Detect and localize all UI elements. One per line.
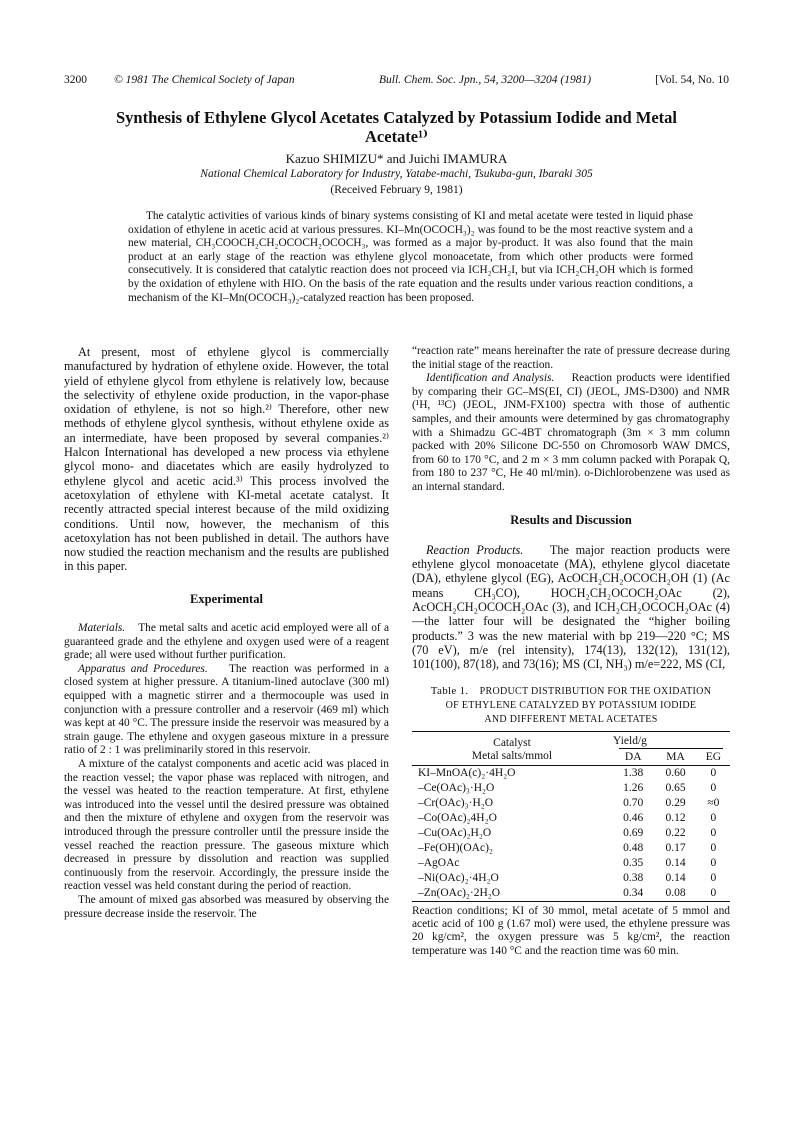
ma-header: MA xyxy=(654,750,696,766)
ma-cell: 0.60 xyxy=(654,765,696,781)
running-header xyxy=(64,74,729,90)
procedure-paragraph: A mixture of the catalyst components and acetic acid was placed in the reaction vessel; the vapor phase was replaced with nitrogen, and the vessel was heated to the reaction temperature. At first, ethylene was introduced into the vessel until the desired pressure was obtained and then the mixture of ethylene and oxygen from the reservoir was introduced through the pressure controller until the pressure inside the vessel reached the reaction pressure. The gaseous mixture which decreased in pressure by dissolution and reaction was supplied continuously from the reservoir. Accordingly, the pressure inside the reaction vessel was held constant during the period of reaction. xyxy=(64,757,389,893)
right-column xyxy=(412,345,730,958)
products-text: The major reaction products were ethylene glycol monoacetate (MA), ethylene glycol diacetate (DA), ethylene glycol (EG), AcOCH₂CH₂OCOCH₂OH (1) (Ac means CH₃CO), HOCH₂CH₂OCOCH₂OAc (2), AcOCH₂CH₂OCOCH₂OAc (3), and ICH₂CH₂OCOCH₂OAc (4)—the latter four will be designated the “higher boiling products.” 3 was the new material with bp 219—220 °C; MS (70 eV), m/e (rel intensity), 174(13), 132(12), 131(12), 101(100), 87(18), and 73(16); MS (CI, NH₃) m/e=222, MS (CI, xyxy=(412,542,730,672)
apparatus-paragraph xyxy=(64,663,389,758)
materials-paragraph xyxy=(64,622,389,663)
eg-cell: 0 xyxy=(710,826,717,839)
ma-cell: 0.29 xyxy=(665,796,686,809)
journal-citation: Bull. Chem. Soc. Jpn., 54, 3200—3204 (1981) xyxy=(379,74,592,86)
paper-title: Synthesis of Ethylene Glycol Acetates Catalyzed by Potassium Iodide and Metal Acetate¹⁾ xyxy=(116,108,677,146)
eg-cell: 0 xyxy=(710,856,717,869)
table-row xyxy=(412,796,730,811)
apparatus-label: Apparatus and Procedures. xyxy=(78,662,208,675)
table-row xyxy=(412,886,730,902)
table-caption-line-1: PRODUCT DISTRIBUTION FOR THE OXIDATION xyxy=(479,685,712,697)
results-heading: Results and Discussion xyxy=(510,512,632,527)
table-row xyxy=(412,826,730,841)
page-number: 3200 xyxy=(64,74,87,86)
catalyst-cell: –Cr(OAc)₃·H₂O xyxy=(418,796,494,809)
ma-cell: 0.22 xyxy=(665,826,686,839)
table-row xyxy=(412,811,730,826)
da-cell: 0.34 xyxy=(612,886,654,902)
da-cell: 0.70 xyxy=(623,796,644,809)
table-row xyxy=(412,765,730,781)
identification-text: Reaction products were identified by comparing their GC–MS(EI, CI) (JEOL, JMS-D300) and NMR (¹H, ¹³C) (JEOL, JNM-FX100) spectra with those of authentic samples, and their amounts were determined by gas chromatography with a Shimadzu GC-4BT chromatograph (3m × 3 mm column packed with 20% Silicone DC-550 on Chromosorb WAW DMCS, from 60 to 170 °C, and 2 m × 3 mm column packed with Porapak Q, from 180 to 237 °C, He 40 ml/min). o-Dichlorobenzene was used as an internal standard. xyxy=(412,372,730,493)
received-date: (Received February 9, 1981) xyxy=(330,184,463,196)
catalyst-cell: –Cu(OAc)₂H₂O xyxy=(418,826,492,839)
yield-header-label: Yield/g xyxy=(613,734,647,747)
eg-header: EG xyxy=(697,750,730,766)
author-list: Kazuo SHIMIZU* and Juichi IMAMURA xyxy=(285,151,508,166)
products-paragraph xyxy=(412,543,730,672)
ma-cell: 0.14 xyxy=(665,856,686,869)
table-row xyxy=(412,856,730,871)
products-label: Reaction Products. xyxy=(426,542,524,557)
catalyst-cell: –Ce(OAc)₃·H₂O xyxy=(418,781,495,794)
da-header: DA xyxy=(612,750,654,766)
copyright-line: © 1981 The Chemical Society of Japan xyxy=(114,74,295,86)
catalyst-cell: –Ni(OAc)₂·4H₂O xyxy=(418,871,499,884)
table-row xyxy=(412,841,730,856)
da-cell: 1.26 xyxy=(623,781,644,794)
da-cell: 1.38 xyxy=(612,765,654,781)
ma-cell: 0.14 xyxy=(665,871,686,884)
materials-label: Materials. xyxy=(78,622,126,635)
ma-cell: 0.08 xyxy=(654,886,696,902)
table-caption-line-2: OF ETHYLENE CATALYZED BY POTASSIUM IODIDE xyxy=(445,699,697,711)
eg-cell: 0 xyxy=(710,781,717,794)
abstract: The catalytic activities of various kinds of binary systems consisting of KI and metal acetate were tested in liquid phase oxidation of ethylene in acetic acid at various pressures. KI–Mn(OCOCH₃)₂ was found to be the most reactive system and a new material, CH₃COOCH₂CH₂OCOCH₂OCOCH₃, was formed as a major by-product. It was also found that the main product at an early stage of the reaction was ethylene glycol monoacetate, from which other products were formed consecutively. It is considered that catalytic reaction does not proceed via ICH₂CH₂I, but via ICH₂CH₂OH which is formed by the oxidation of ethylene with HIO. On the basis of the rate equation and the results under various reaction conditions, a mechanism of the KI–Mn(OCOCH₃)₂-catalyzed reaction has been proposed. xyxy=(128,210,693,304)
table-caption-line-3: AND DIFFERENT METAL ACETATES xyxy=(484,713,658,725)
da-cell: 0.69 xyxy=(623,826,644,839)
ma-cell: 0.12 xyxy=(665,811,686,824)
product-distribution-table xyxy=(412,731,730,902)
volume-label: [Vol. 54, No. 10 xyxy=(655,74,729,86)
rate-definition-paragraph: “reaction rate” means hereinafter the rate of pressure decrease during the initial stage of the reaction. xyxy=(412,345,730,371)
table-row xyxy=(412,871,730,886)
apparatus-text: The reaction was performed in a closed system at higher pressure. A titanium-lined autoclave (300 ml) equipped with a magnetic stirrer and a thermocouple was used in conjunction with a pressure controller and a reservoir (469 ml) which was kept at 40 °C. The pressure inside the reservoir was measured by a strain gauge. The ethylene and oxygen gaseous mixture in a pressure ratio of 2 : 1 was preliminarily stored in this reservoir. xyxy=(64,662,389,757)
catalyst-cell: KI–MnOA(c)₂·4H₂O xyxy=(412,765,612,781)
catalyst-header-line-2: Metal salts/mmol xyxy=(471,749,553,762)
intro-paragraph: At present, most of ethylene glycol is commercially manufactured by hydration of ethylene oxide. However, the total yield of ethylene glycol from ethylene is relatively low, because the selectivity of ethylene oxide production, in the vapor-phase oxidation of ethylene, is not so high.²⁾ Therefore, other new methods of ethylene glycol synthesis, without ethylene oxide as an intermediate, have been proposed by several companies.²⁾ Halcon International has developed a new process via ethylene glycol mono- and diacetates which are easily hydrolyzed to ethylene glycol and acetic acid.³⁾ This process involved the acetoxylation of ethylene with KI-metal acetate catalyst. It recently attracted special interest because of the mild oxidizing conditions. Until now, however, the mechanism of this acetoxylation has not been published in detail. The authors have now studied the reaction mechanism and the results are published in this paper. xyxy=(64,345,389,574)
measurement-paragraph: The amount of mixed gas absorbed was measured by observing the pressure decrease inside the reservoir. The xyxy=(64,893,389,920)
da-cell: 0.46 xyxy=(623,811,644,824)
materials-text: The metal salts and acetic acid employed were all of a guaranteed grade and the ethylene and oxygen used were of a reagent grade; all were used without further purification. xyxy=(64,622,390,662)
left-column xyxy=(64,345,389,921)
eg-cell: ≈0 xyxy=(707,796,720,809)
table-header-row xyxy=(412,731,730,750)
eg-cell: 0 xyxy=(697,886,730,902)
eg-cell: 0 xyxy=(710,811,717,824)
catalyst-cell: –Fe(OH)(OAc)₂ xyxy=(418,841,493,854)
table-caption xyxy=(412,684,730,727)
yield-brace-line xyxy=(619,748,723,749)
da-cell: 0.35 xyxy=(623,856,644,869)
eg-cell: 0 xyxy=(710,871,717,884)
table-footnote: Reaction conditions; KI of 30 mmol, metal acetate of 5 mmol and acetic acid of 100 g (1.67 mol) were used, the ethylene pressure was 20 kg/cm², the oxygen pressure was 5 kg/cm², the reaction temperature was 140 °C and the reaction time was 60 min. xyxy=(412,904,730,957)
catalyst-header-line-1: Catalyst xyxy=(493,736,531,749)
catalyst-cell: –Zn(OAc)₂·2H₂O xyxy=(412,886,612,902)
table-label: Table 1. xyxy=(430,684,469,697)
yield-header xyxy=(612,731,730,750)
experimental-heading: Experimental xyxy=(190,591,263,606)
identification-paragraph xyxy=(412,372,730,494)
catalyst-cell: –Co(OAc)₂4H₂O xyxy=(418,811,497,824)
identification-label: Identification and Analysis. xyxy=(426,372,555,385)
eg-cell: 0 xyxy=(710,841,717,854)
da-cell: 0.48 xyxy=(623,841,644,854)
table-row xyxy=(412,781,730,796)
da-cell: 0.38 xyxy=(623,871,644,884)
ma-cell: 0.65 xyxy=(665,781,686,794)
catalyst-header xyxy=(412,731,612,765)
eg-cell: 0 xyxy=(697,765,730,781)
catalyst-cell: –AgOAc xyxy=(418,856,460,869)
affiliation: National Chemical Laboratory for Industry, Yatabe-machi, Tsukuba-gun, Ibaraki 305 xyxy=(200,168,593,180)
ma-cell: 0.17 xyxy=(665,841,686,854)
